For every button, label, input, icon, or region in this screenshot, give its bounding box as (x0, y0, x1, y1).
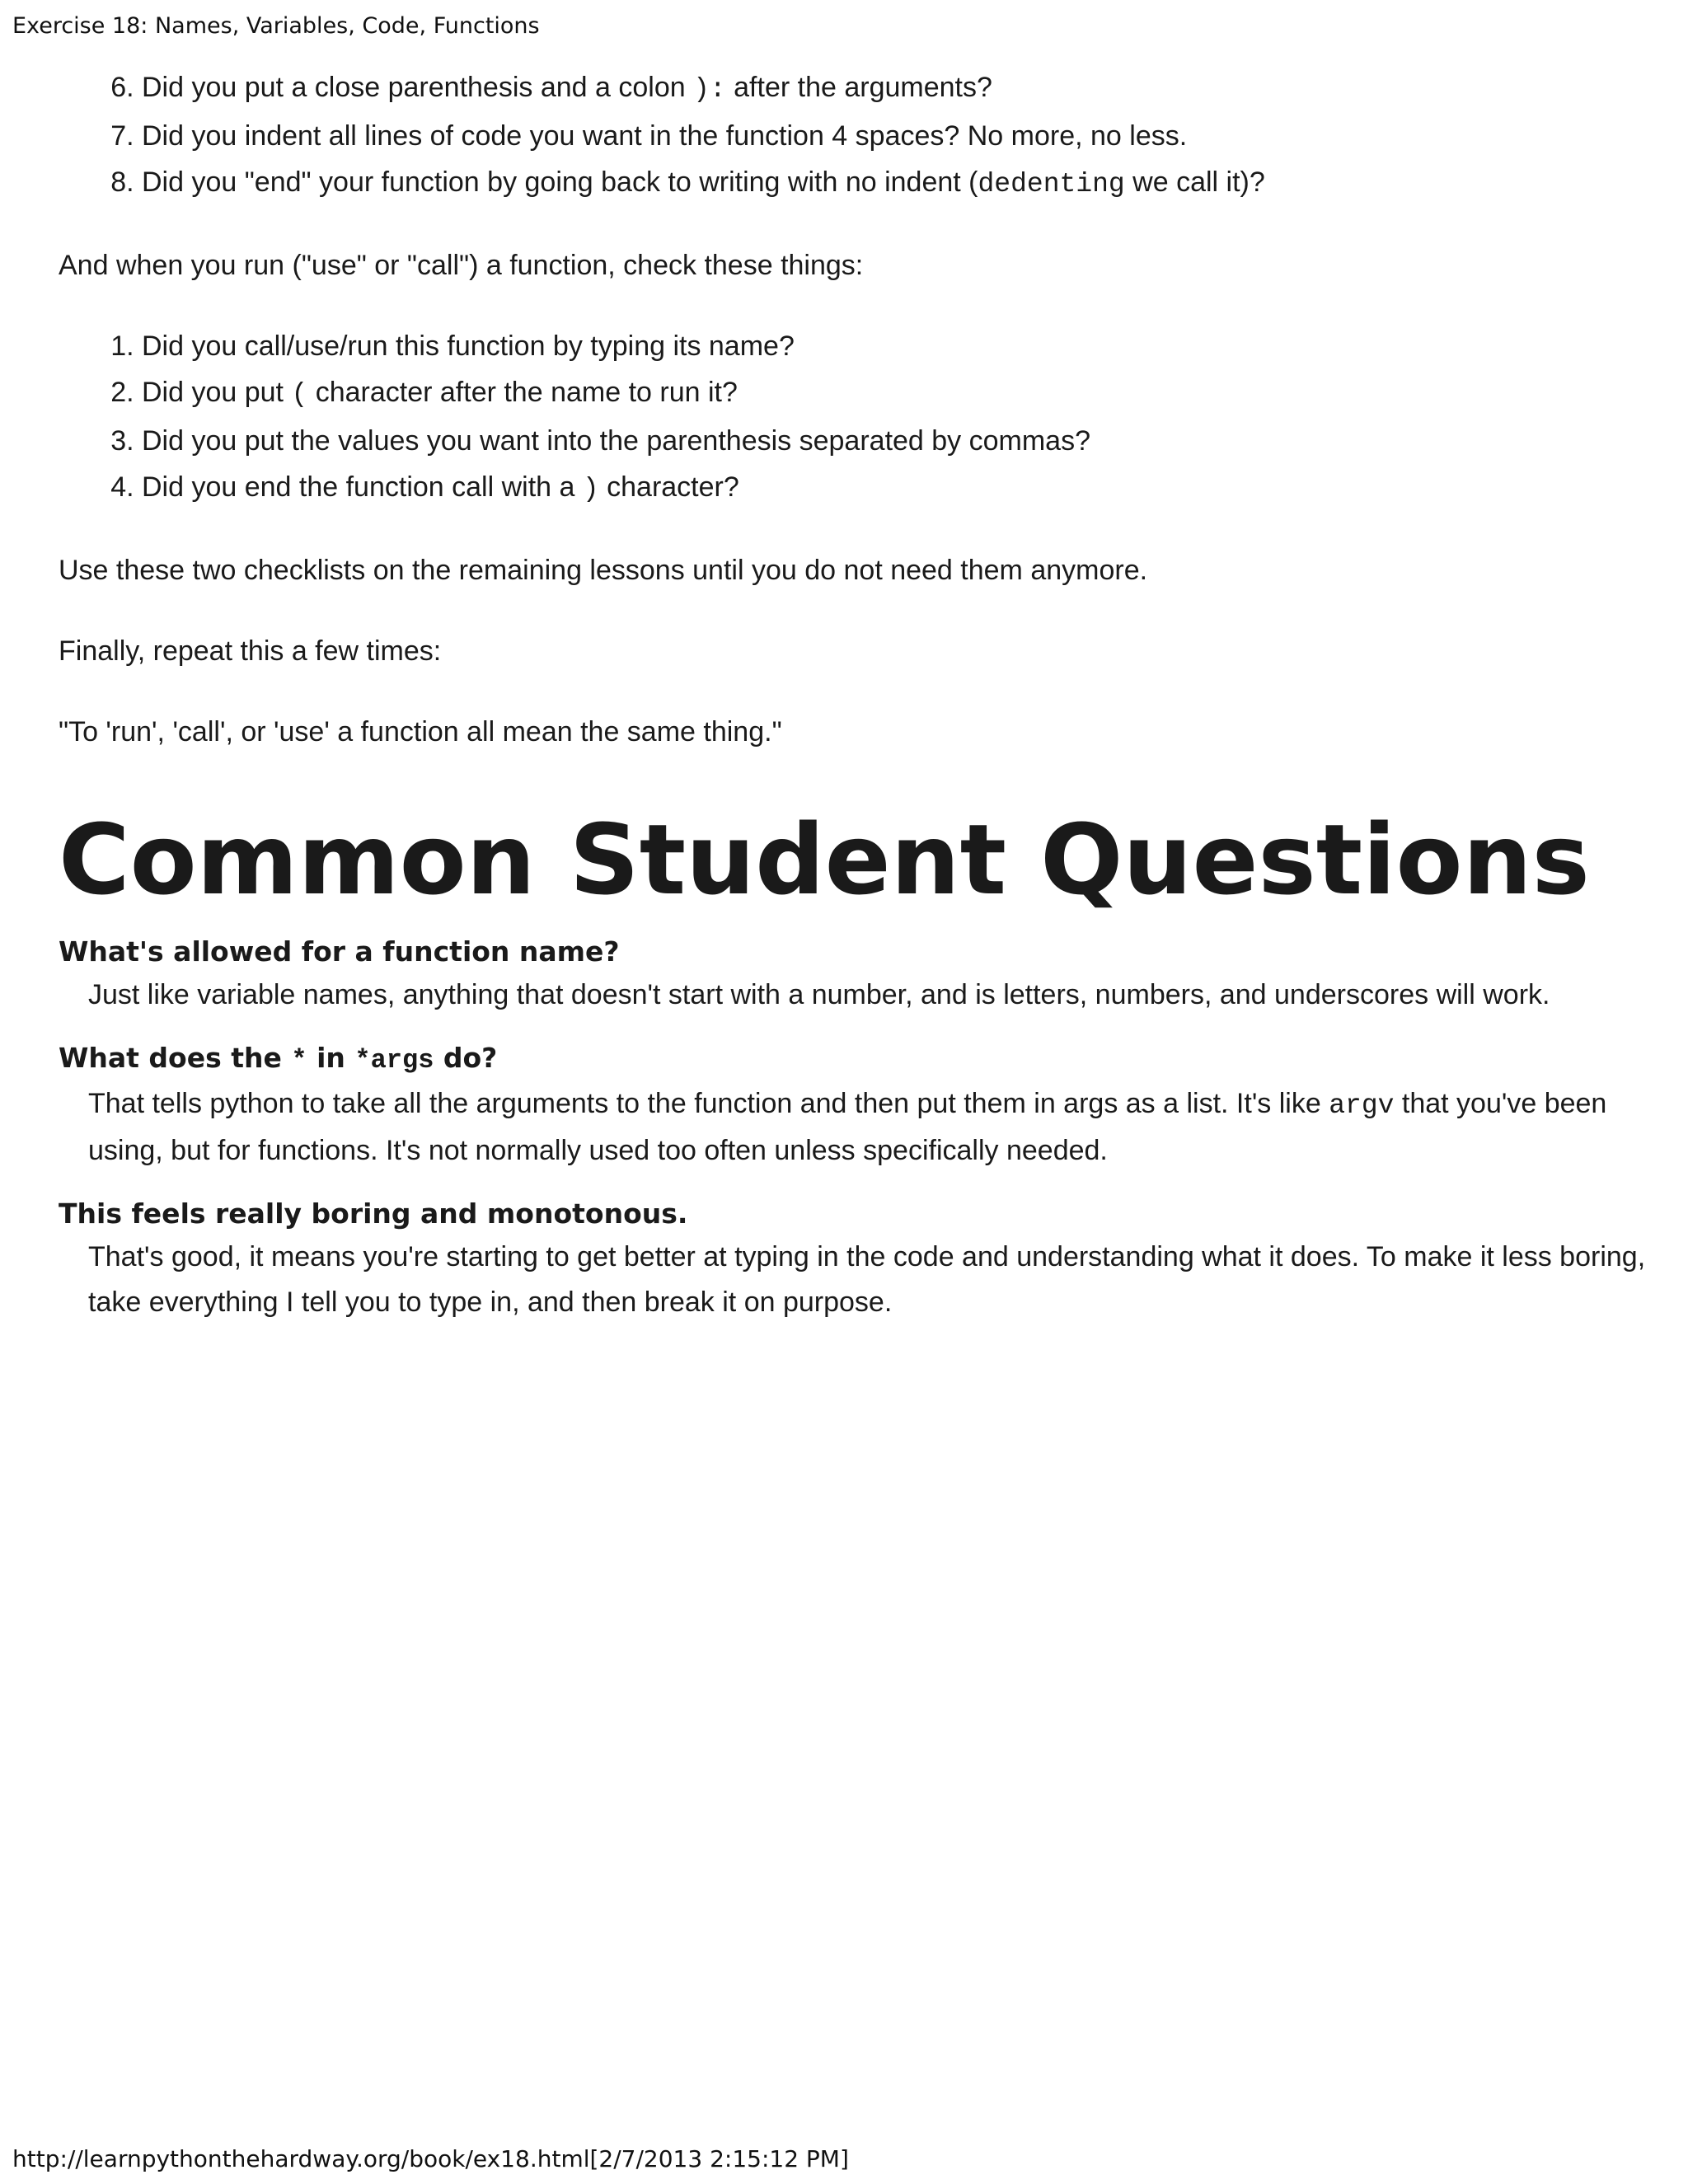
list-item (142, 464, 1658, 513)
faq-answer (59, 1081, 1658, 1174)
list-item (142, 159, 1658, 208)
faq-item (59, 931, 1658, 1018)
inline-code: argv (1329, 1090, 1395, 1121)
answer-text: Just like variable names, anything that doesn't start with a number, and is letters, numbers, and underscores will work. (88, 979, 1550, 1010)
list-item-text: Did you "end" your function by going back to writing with no indent ( (142, 166, 978, 198)
list-item-text: after the arguments? (725, 72, 992, 103)
faq-question (59, 1193, 1658, 1235)
paragraph: And when you run ("use" or "call") a function, check these things: (59, 250, 864, 281)
list-item-text: we call it)? (1124, 166, 1265, 198)
question-text: What's allowed for a function name? (59, 935, 620, 968)
list-item (142, 113, 1658, 159)
answer-text: That tells python to take all the arguments to the function and then put them in args as a list. It's like (88, 1088, 1329, 1119)
list-item-text: Did you put the values you want into the parenthesis separated by commas? (142, 425, 1091, 457)
inline-code: * (291, 1045, 307, 1076)
list-item-text: Did you end the function call with a (142, 471, 583, 503)
inline-code: dedenting (978, 169, 1125, 199)
list-item-text: Did you put (142, 377, 292, 408)
page-header: Exercise 18: Names, Variables, Code, Functions (12, 13, 540, 39)
answer-text: That's good, it means you're starting to get better at typing in the code and understanding what it does. To make it less boring, take everything I tell you to type in, and then break it on purpose. (88, 1241, 1646, 1318)
list-item-text: Did you call/use/run this function by typing its name? (142, 330, 795, 362)
list-item (142, 369, 1658, 418)
inline-code: *args (354, 1045, 434, 1076)
list-item (142, 64, 1658, 113)
list-item (142, 418, 1658, 464)
question-text: This feels really boring and monotonous. (59, 1197, 688, 1230)
list-item-text: Did you put a close parenthesis and a colon (142, 72, 694, 103)
faq-question (59, 1038, 1658, 1081)
faq-question (59, 931, 1658, 972)
paragraph: Finally, repeat this a few times: (59, 635, 442, 667)
inline-code: ( (291, 379, 308, 410)
answer-text: that you've been using, but for functions. It's not normally used too often unless specifically needed. (88, 1088, 1607, 1166)
faq-item (59, 1038, 1658, 1174)
list-item-text: character after the name to run it? (307, 377, 738, 408)
paragraph: Use these two checklists on the remaining lessons until you do not need them anymore. (59, 555, 1148, 586)
faq-answer (59, 972, 1658, 1018)
list-item (142, 323, 1658, 369)
question-text: What does the (59, 1042, 292, 1074)
page-footer-url: http://learnpythonthehardway.org/book/ex18.html[2/7/2013 2:15:12 PM] (12, 2145, 849, 2172)
document-content (59, 64, 1658, 1325)
section-title: Common Student Questions (59, 803, 1590, 916)
define-checklist (59, 64, 1658, 208)
faq-item (59, 1193, 1658, 1325)
faq-answer (59, 1235, 1658, 1325)
list-item-text: Did you indent all lines of code you want in the function 4 spaces? No more, no less. (142, 120, 1188, 152)
run-checklist (59, 323, 1658, 513)
quote-paragraph: "To 'run', 'call', or 'use' a function all mean the same thing." (59, 716, 782, 748)
question-text: in (307, 1042, 355, 1074)
inline-code: ) (582, 474, 599, 504)
inline-code: ): (693, 74, 726, 105)
question-text: do? (434, 1042, 498, 1074)
list-item-text: character? (598, 471, 739, 503)
